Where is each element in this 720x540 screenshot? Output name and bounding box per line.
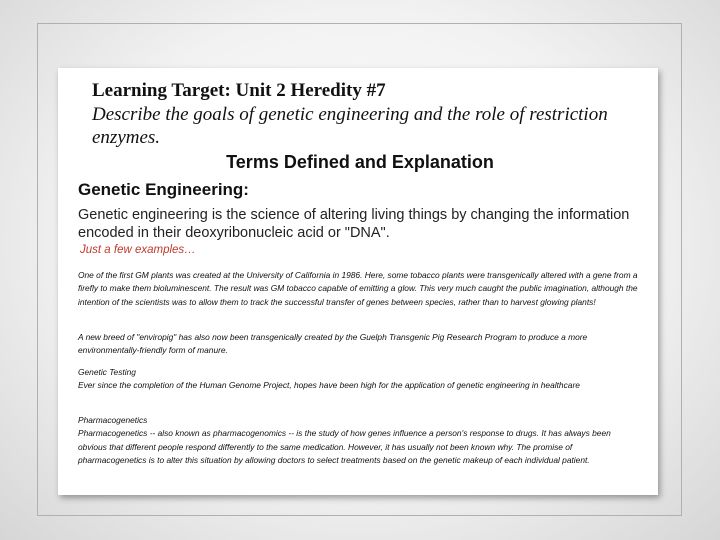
learning-target-title: Learning Target: Unit 2 Heredity #7 [92,80,386,101]
pharmacogenetics-body: Pharmacogenetics -- also known as pharmacogenomics -- is the study of how genes influence a person's response to drugs. It has always been obvious that different people respond differently to the same medication. However, it has usually not been known why. The promise of pharmacogenetics is to alter this situation by allowing doctors to select treatments based on the genetic makeup of each individual patient. [78,428,611,465]
section-heading: Terms Defined and Explanation [226,152,494,172]
genetic-testing-block [78,366,640,393]
genetic-engineering-definition: Genetic engineering is the science of altering living things by changing the information encoded in their deoxyribonucleic acid or "DNA". [78,207,630,241]
examples-label: Just a few examples… [80,244,196,256]
enviropig-paragraph: A new breed of "enviropig" has also now been transgenically created by the Guelph Transgenic Pig Research Program to produce a more environmentally-friendly form of manure. [78,332,588,356]
learning-target-subtitle: Describe the goals of genetic engineering and the role of restriction enzymes. [92,104,608,148]
genetic-testing-body: Ever since the completion of the Human Genome Project, hopes have been high for the application of genetic engineering in healthcare [78,380,580,391]
pharmacogenetics-block [78,414,640,467]
pharmacogenetics-title: Pharmacogenetics [78,415,148,425]
genetic-testing-title: Genetic Testing [78,367,136,377]
gm-plants-paragraph: One of the first GM plants was created at the University of California in 1986. Here, some tobacco plants were transgenically altered with a gene from a firefly to make them bioluminescent. The result was GM tobacco capable of emitting a glow. This very much caught the public imagination, although the intention of the scientists was to allow them to track the successful transfer of genes between species, rather than to harvest glowing plants! [78,270,638,307]
genetic-engineering-heading: Genetic Engineering: [78,180,249,199]
